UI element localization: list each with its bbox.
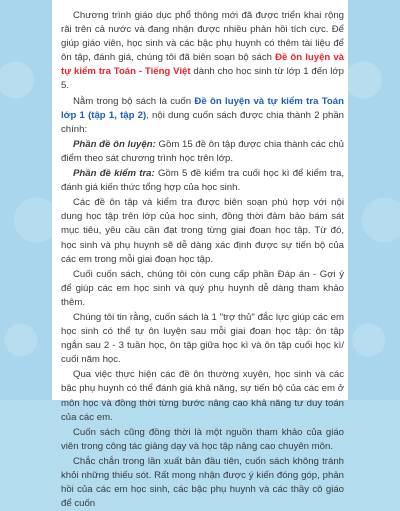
background-right-decoration xyxy=(348,0,400,400)
paragraph-answers: Cuối cuốn sách, chúng tôi còn cung cấp phần Đáp án - Gợi ý để giúp các em học sinh và quý phụ huynh dễ dàng tham khảo thêm. xyxy=(61,268,344,308)
paragraph-intro: Chương trình giáo dục phổ thông mới đã được triển khai rộng rãi trên cả nước và đang nhận được nhiều phản hồi tích cực. Để giúp giáo viên, học sinh và các bậc phụ huynh có thêm tài liệu để ôn tập, đánh giá, chúng tôi đã biên soạn bộ sách Đề ôn luyện và tự kiểm tra Toán - Tiếng Việt dành cho học sinh từ lớp 1 đến lớp 5. xyxy=(61,10,344,92)
part-test-label: Phần đề kiểm tra: xyxy=(73,168,155,180)
background-left-decoration xyxy=(0,0,52,400)
paragraph-content: Các đề ôn tập và kiểm tra được biên soạn phù hợp với nội dung học tập trên lớp của học sinh, đồng thời đảm bảo bám sát mục tiêu, yêu cầu cần đạt trong từng giai đoạn học tập. Từ đó, học sinh và phụ huynh sẽ dễ dàng xác định được sự tiến bộ của các em trong mỗi giai đoạn học tập. xyxy=(61,197,344,265)
paragraph-helper: Chúng tôi tin rằng, cuốn sách là 1 "trợ thủ" đắc lực giúp các em học sinh có thể tự ôn luyện sau mỗi giai đoạn học tập: ôn tập ngắn sau 2 - 3 tuần học, ôn tập giữa học kì và ôn tập cuối học kì/ cuối năm học. xyxy=(61,311,344,366)
paragraph-practice-benefit: Qua việc thực hiện các đề ôn thường xuyên, học sinh và các bậc phụ huynh có thể đánh giá khả năng, sự tiến bộ của các em ở môn học và đồng thời từng bước nâng cao khả năng tư duy toán của các em. xyxy=(61,369,344,423)
paragraph-feedback: Chắc chắn trong lần xuất bản đầu tiên, cuốn sách không tránh khỏi những thiếu sót. Rất mong nhận được ý kiến đóng góp, phản hồi của các em học sinh, các bậc phụ huynh và các thầy cô giáo để cuốn xyxy=(61,455,344,510)
paragraph-book: Nằm trong bộ sách là cuốn Đề ôn luyện và tự kiểm tra Toán lớp 1 (tập 1, tập 2), nội dung cuốn sách được chia thành 2 phần chính: xyxy=(61,95,344,135)
paragraph-part-test: Phần đề kiểm tra: Gồm 5 đề kiểm tra cuối học kì để kiểm tra, đánh giá kiến thức tổng hợp của học sinh. xyxy=(61,168,344,194)
document-page xyxy=(52,0,348,510)
paragraph-teacher-reference: Cuốn sách cũng đồng thời là một nguồn tham khảo của giáo viên trong công tác giảng dạy và học tập nâng cao chuyên môn. xyxy=(61,426,344,452)
series-title: Đề ôn luyện và tự kiểm tra Toán - Tiếng Việt xyxy=(61,52,344,78)
book-title: Đề ôn luyện và tự kiểm tra Toán lớp 1 (tập 1, tập 2) xyxy=(61,95,344,121)
paragraph-part-practice: Phần đề ôn luyện: Gồm 15 đề ôn tập được chia thành các chủ điểm theo sát chương trình học trên lớp. xyxy=(61,138,344,164)
part-practice-label: Phần đề ôn luyện: xyxy=(73,138,156,150)
